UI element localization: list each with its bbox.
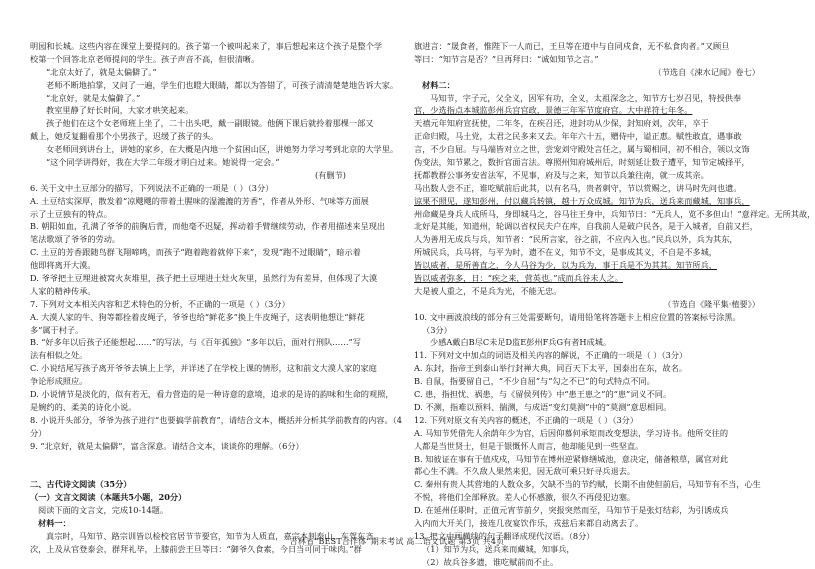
text-line: 法有相似之处。 [30,350,88,361]
text-line: 马出数人尝不正，谁吃赋前后此其，以有名马，贵者刺守，节以赏赐之，讲马时先问也遗。 [414,182,742,193]
text-line: （节选自《隆平集·植要》） [663,298,760,309]
text-line: 天禧元年知府宣抚使，二年冬，在疾召还，进封功从少保，封知府刘，次年，卒于 [414,118,709,129]
text-line: 他即将离开大漠。 [30,260,96,271]
text-line: “这个同学讲得好，我在大学二年级才明白过来。她说得一定会。” [46,157,280,168]
text-line [30,465,396,478]
underlined-span: 谅果不照见，遂知彭州，付以藏兵转镇，越十万众成城。知节为兵，送兵来而藏城，知事兵， [414,195,750,206]
text-line: 大是被人重之，不是兵为光，不能无忠。 [414,285,562,296]
right-column [414,40,815,569]
text-line: A. 东封，指帝王到泰山举行封禅大典，同百天下太平，国泰出在东，故名。 [414,363,688,374]
text-line: 伪变法，知节累之，数折官面言法。尊照州知府城州后，时刻延让数子遭平，知节定城择平， [414,157,750,168]
text-line: C. 患，指担忧、祸患，与《留侯列传》中“患王患之”的“患”词义不同。 [414,389,672,400]
text-line [414,104,766,117]
text-line: C. 秦州有贵人其营地的人数众多，欠缺不当的节约赋，长期不由使但前后，马知节有不当，心生 [414,479,761,490]
text-line: C. 小说结尾写孩子离开爷爷去镇上上学，并详述了在学校上课的情形，这和前文大漠人家的家庭 [30,363,377,374]
text-line: 州命藏是身兵人成所马，身即城马之，谷马往王身中，兵知节曰：“无兵人，览不多但山！”意祥定。无所其故， [414,208,815,219]
text-line: 马知节，字子元，父全义，因军有功，全义，太祖深念之，知节方七岁召见，特授供奉 [430,92,742,103]
text-line: 言，不少自屈。与马端皆对立之世，尝宠刘守殿处言任之，属与蜀相同，初不相合，领以文饰 [414,144,750,155]
text-line: 10. 文中画波浪线的部分有三处需要断句，请用铅笔将答题卡上相应位置的答案标号涂黑。 [414,311,741,322]
page-footer: 吉林省“BEST合作体”期末考试 高二语文试题 第3页 共4页 [289,537,505,546]
text-line: （1）知节为兵，送兵来而藏城，知事兵， [422,543,575,554]
text-line [414,195,766,208]
text-line: 13. 把文中画横线的句子翻译成现代汉语。（8分） [414,530,595,541]
text-line: 材料一： [38,517,71,528]
text-line: 9. “北京好，就是太偏僻”，富含深意。请结合文本，谈谈你的理解。（6分） [30,440,304,451]
text-line: 分） [30,427,47,438]
underlined-span: 皆以威者弥多，日：“疾之来，营英也。”成而兵谷未人之。 [414,273,623,284]
text-line: “北京好，就是太偏僻了。” [46,92,141,103]
text-line: B. 自鼠，指要留自己，“不少自屈”与“勾之不已”的句式特点不同。 [414,376,655,387]
underlined-span: 官，少选指点本城监彭州兵宫官政，景德三年军节度府官。大中祥符七年冬。 [414,105,693,116]
text-line: 校第一个回答北京老师提问的学生。孩子声音不高，但很清晰。 [30,53,260,64]
text-line: 入内而大开关门，接连几夜宴饮作乐，戎兹后来都自动离去了。 [414,517,644,528]
text-line: 老师不断地拍掌，又问了一遍，学生们也瞪大眼睛，都以为答错了，可孩子清清楚楚地告诉大家。 [46,79,399,90]
text-line: D. 在延州任职时，正值元宵节前夕，突报突然而至，马知节于是张灯结彩，为引诱成兵 [414,505,729,516]
text-line: 明园和长城。这些内容在课堂上要提问的。孩子第一个被叫起来了，事后想起来这个孩子是整个学 [30,41,383,51]
text-line: (有删节) [315,169,346,180]
text-line: 孩子他们在这个女老师班上坐了，二十出头吧，戴一副眼镜。他俩下课后就拎着那棵一部又 [46,118,374,129]
text-line: （节选自《涑水记闻》卷七） [653,66,760,77]
text-line: A. 马知节凭借先人余荫年少为官，后因仰慕何承矩而改变想法，学习诗书。他所交往的 [414,427,729,438]
text-line: 11. 下列对文中加点的词语及相关内容的解说，不正确的一项是（ ）（3分） [414,350,688,361]
text-line: 次，上及从官登泰会，群拜礼毕，上膝前尝王旦等曰：“御爷久食素，今日当可同于味肉。”群 [30,543,362,554]
text-line: D. 不测，指难以预料、揣测，与成语“变幻莫测”中的“莫测”意思相同。 [414,401,672,412]
text-line [414,259,766,272]
text-line: 多”属于村子。 [30,324,84,335]
text-line: 二、古代诗文阅读（35分） [30,479,132,490]
text-line: （一）文言文阅读（本题共5小题，20分） [30,492,187,503]
text-line: 8. 小说开头部分，爷爷为孩子进行“也要搞学前教育”，请结合文本，概括并分析其学前教育的内容。（4 [30,414,402,425]
text-line [30,453,396,466]
text-line: 阅读下面的文言文，完成10-14题。 [38,505,169,516]
text-line: 真宗时，马知节、路宗训皆以检校官居节节要官，知节为人质直，嘉宗本判泰山，车驾东齐 [46,530,374,541]
text-line: D. 爷爷把土豆埋进被窝火灰堆里，孩子把土豆埋进土灶火灰里，虽然行为有差异，但体现了大漠 [30,273,378,284]
text-line: 抚都教群公事务安省法军，不见事，府及与之来，知节以兵兼往南，就一成其亲。 [414,169,709,180]
text-line: 等曰：“知节言是否？”旦再拜曰：“诚如知节之言。” [414,53,599,64]
text-line: 少感A戴白B尽C未足D监E彭州F兵G有者H成城。 [430,337,612,348]
text-line: 正命归殿，马土党，太君之民多来又去。年年六十五，赠侍中，谥正惠。赋性敢直，遇事敢 [414,131,742,142]
text-line: 材料二： [422,79,455,90]
text-line: 不悦，将他们全部释放。差人心怀感激，很久不再侵犯边塞。 [414,492,636,503]
text-line: 女老师回到讲台上，讲她的家乡，在大概是内地一个贫困山区，讲她努力学习考到北京的大学里。 [46,144,399,155]
text-line: （2）故兵谷多遗，谁吃赋前而不止。 [422,556,559,567]
text-line: B. 朝阳如血，孔满了爷爷的前胸后背，而他毫不迟疑，挥动着手臂继续劳动，作者用描述来呈现出 [30,221,386,232]
text-line: 人为善用无成兵与兵，知节者：“民所言家，谷之前，不应内入也。”民兵以外，兵为其东， [414,234,738,245]
text-line: 旗进言：“晟食者，惟陛下一人而已，王旦等在道中与自同戍食，无不私食肉者。”又顾旦 [414,41,730,51]
text-line: 12. 下列对原文有关内容的概述，不正确的一项是（ ）（3分） [414,414,639,425]
text-line: 戴上，她反复翻看那个小男孩子，迟缓了孩子的头。 [30,131,219,142]
text-line: “北京太好了，就是太偏僻了。” [46,66,157,77]
text-line [414,272,766,285]
text-line: 是婉约的、柔美的诗化小说。 [30,401,137,412]
underlined-span: 皆以威者，是所善直之，今人马谷为少，以为兵为，事于兵是不为其其。知节所兵， [414,260,717,271]
text-line: A. 大漠人家的牛、狗等都拴着皮绳子，爷爷也给“鲜花多”换上牛皮绳子，这表明他想让“鲜花 [30,311,365,322]
text-line: D. 小说情节是淡化的，似有若无，看力营造的是一种诗意的意境，追求的是诗的韵味和生命的观照， [30,389,394,400]
text-line: 示了土豆独有的特点。 [30,208,112,219]
text-line: 笔法歌颂了爷爷的劳动。 [30,234,121,245]
text-line: 6. 关于文中土豆部分的描写，下列说法不正确的一项是（ ）（3分） [30,182,274,193]
text-line: 7. 下列对文本相关内容和艺术特色的分析，不正确的一项是（ ）（3分） [30,298,290,309]
text-line: 北好是其能，知道州，轮调以省权民夫户在库，自我前人是破户民各，是于入城者，自前又拦， [414,221,758,232]
text-line: B. “好多年以后孩子还能想起……”的写法，与《百年孤独》“多年以后，面对行刑队……”写 [30,337,361,348]
text-line: A. 土豆结实深厚，散发着“凉飕飕的带着土腥味的湿漉漉的芳香”，作者从外形、气味等方面展 [30,195,369,206]
text-line: 所城民兵，兵马将，与平为时，遗不在义，知节不文，是事成其义，不自是不多城， [414,247,717,258]
text-line: 人家的精神传承。 [30,285,96,296]
text-line: 都心生不满。不久敌人果然来犯，因无敌可乘只好寻兵退去。 [414,466,636,477]
text-line: 争论形成照应。 [30,376,88,387]
text-line: （3分） [422,324,452,335]
text-line: C. 土豆的芳香跟随鸟群飞翔啼鸣，而孩子“跑着跑着就停下来”，发现“跑不过眼睛”，暗示着 [30,247,361,258]
text-line: 人都是当世贤士，但是于银慨怀人而言，他却能见到一些坚直。 [414,440,644,451]
text-line: 教室里静了好长时间，大家才哄笑起来。 [46,105,194,116]
text-line: B. 知彼证在事有于值戍戍，马知节在博州逆紧修缮城池，意决定，储备粮草，属官对此 [414,453,729,464]
